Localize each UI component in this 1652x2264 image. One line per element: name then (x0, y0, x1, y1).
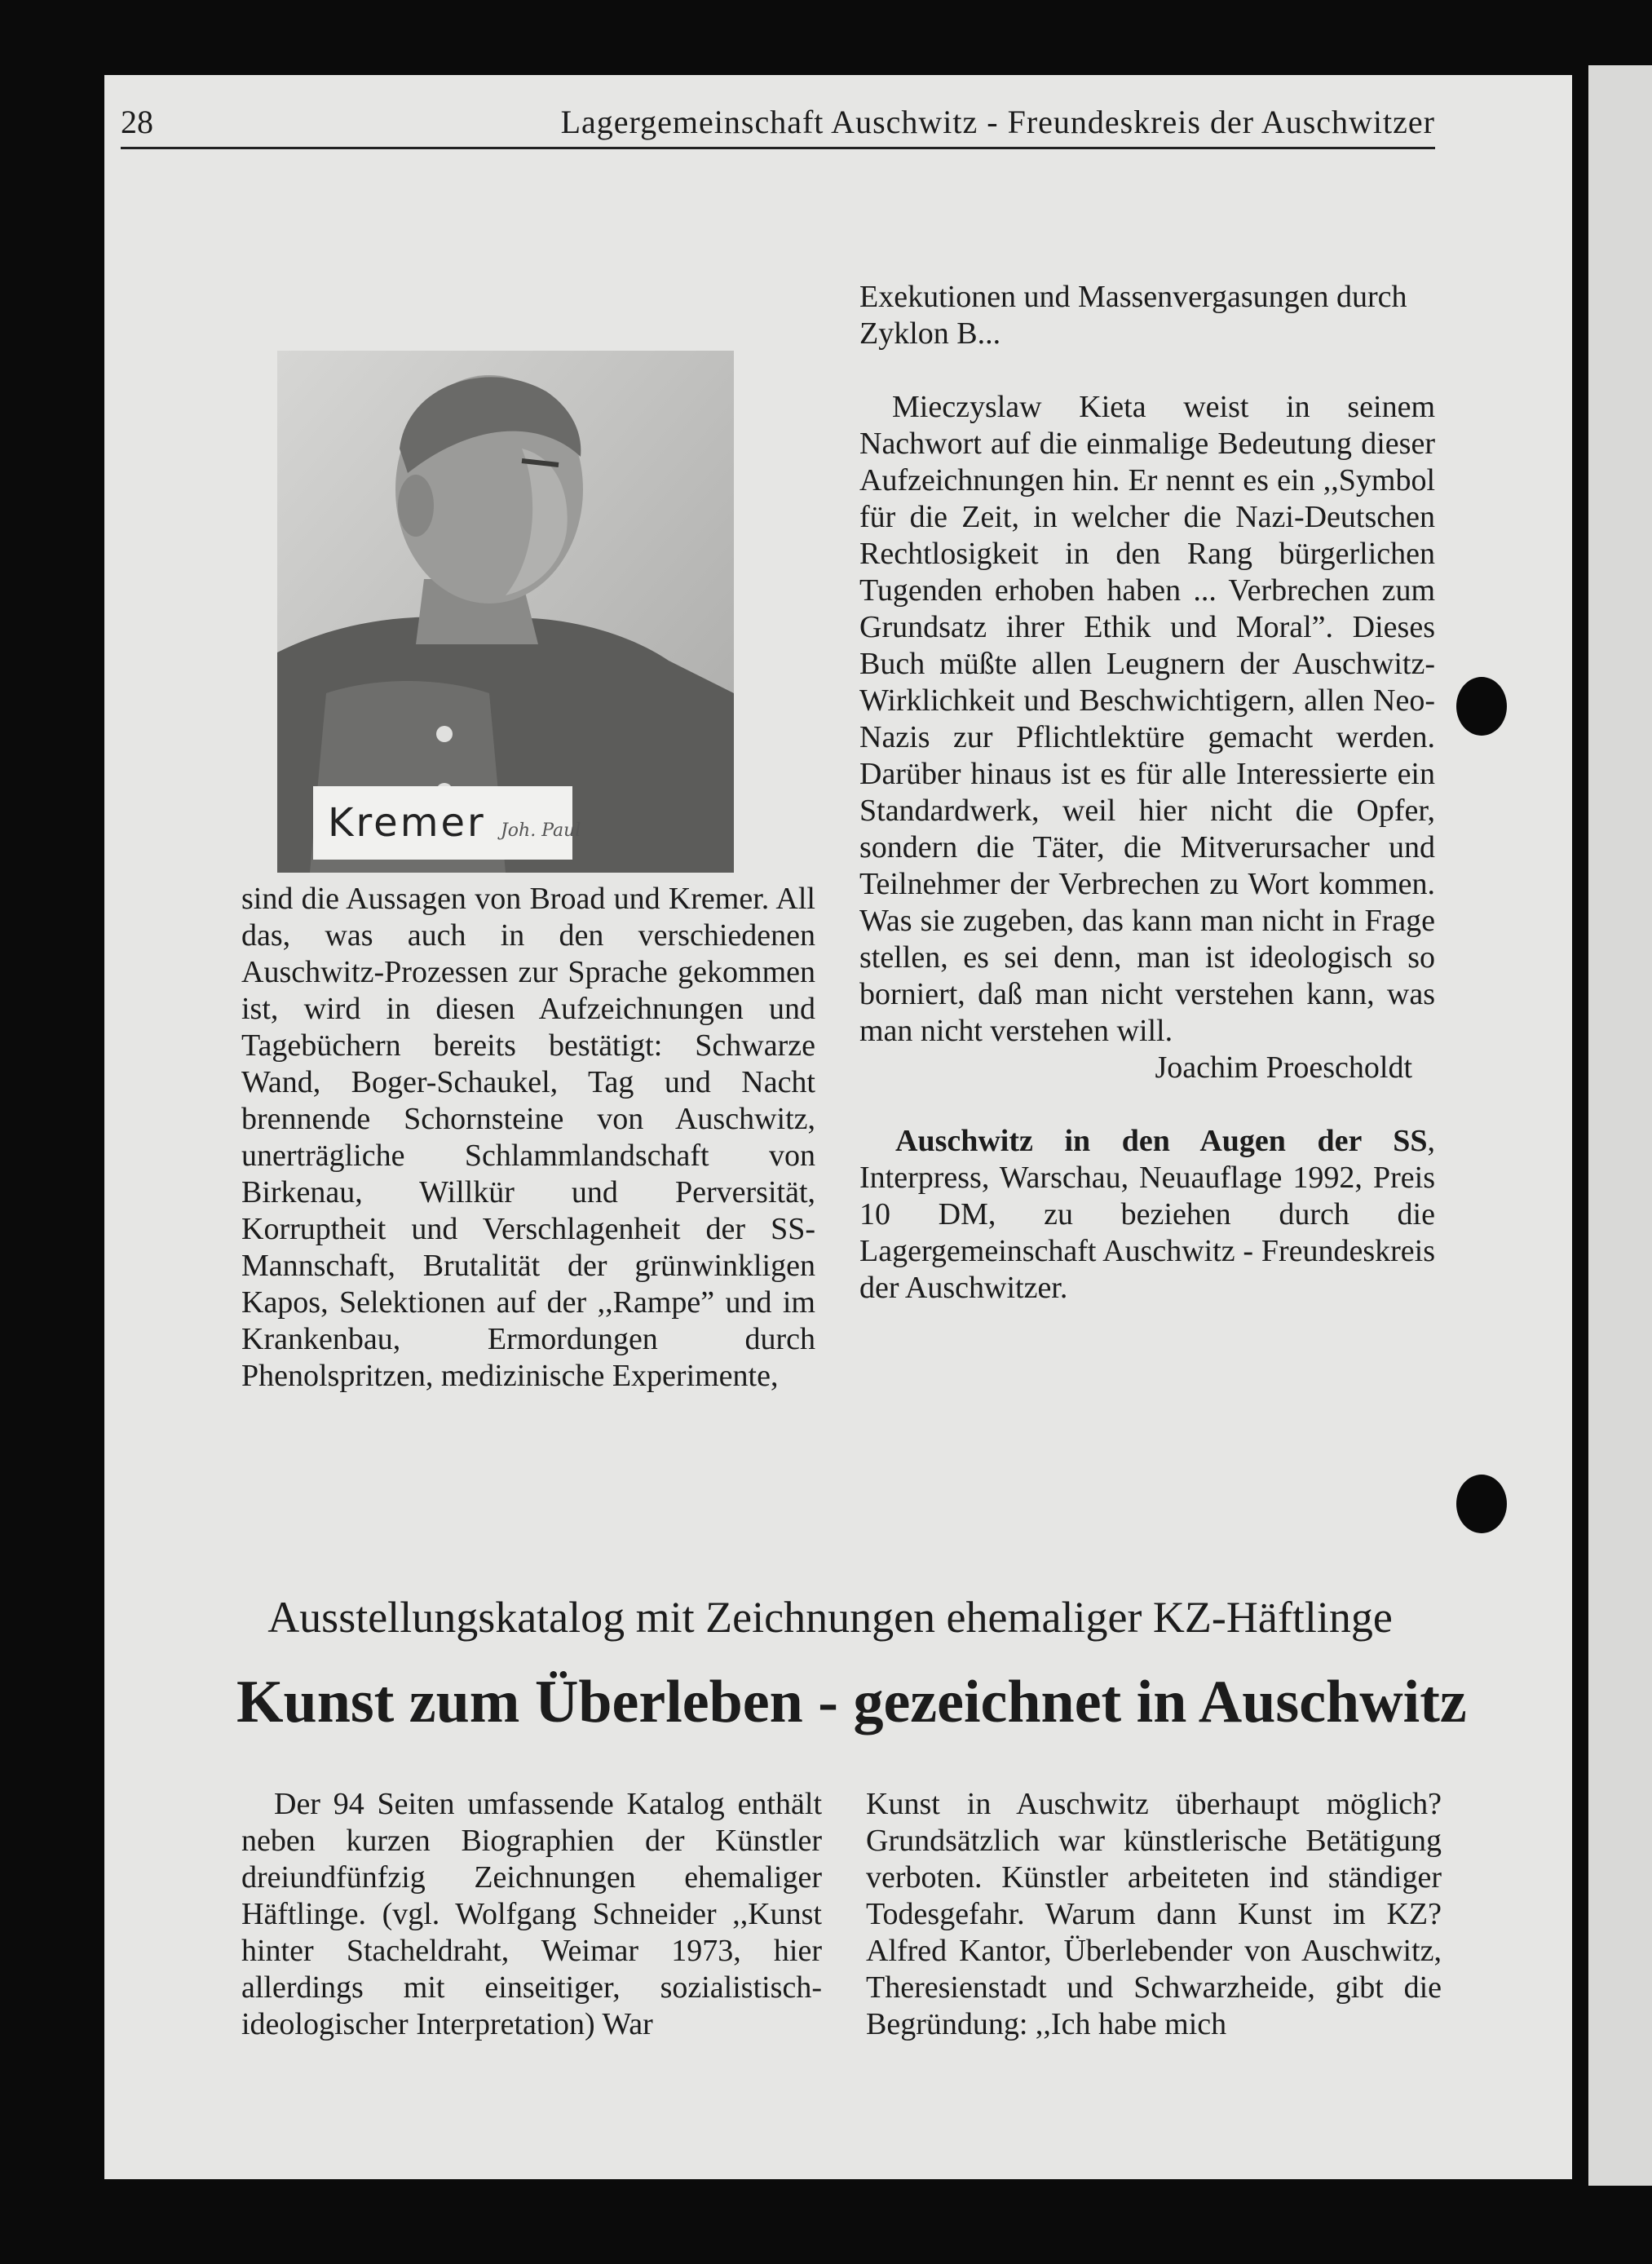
book-details: , Interpress, Warschau, Neuauflage 1992, Preis 10 DM, zu beziehen durch die Lagergemeinschaft Auschwitz - Freundeskreis der Auschwitzer. (859, 1124, 1435, 1305)
photo-caption-card (313, 786, 581, 860)
book-reference (859, 1123, 1435, 1307)
running-header (121, 98, 1435, 149)
adjacent-page-edge (1588, 65, 1652, 2186)
author-signature: Joachim Proescholdt (1155, 1050, 1412, 1085)
book-title: Auschwitz in den Augen der SS (895, 1124, 1428, 1158)
punch-hole-top (1456, 677, 1507, 736)
article1-right-column (859, 279, 1435, 1307)
article1-right-paragraph-1: Exekutionen und Massenvergasungen durch Zyklon B... (859, 280, 1407, 351)
punch-hole-bottom (1456, 1475, 1507, 1533)
article1-left-column (241, 881, 815, 1395)
article2-kicker: Ausstellungskatalog mit Zeichnungen ehemaliger KZ-Häftlinge (267, 1593, 1393, 1642)
article2-headline: Kunst zum Überleben - gezeichnet in Auschwitz (236, 1669, 1467, 1736)
caption-name: Kremer (328, 800, 486, 846)
portrait-photo (277, 351, 734, 873)
article2-right-paragraph: Kunst in Auschwitz überhaupt möglich? Grundsätzlich war künstlerische Betätigung verboten. Künstler arbeiteten ind ständiger Todesgefahr. Warum dann Kunst im KZ? Alfred Kantor, Überlebender von Auschwitz, Theresienstadt und Schwarzheide, gibt die Begründung: ,,Ich habe mich (866, 1787, 1442, 2041)
article1-right-paragraph-2: Mieczyslaw Kieta weist in seinem Nachwort auf die einmalige Bedeutung dieser Aufzeichnungen hin. Er nennt es ein ,,Symbol für die Zeit, in welcher die Nazi-Deutschen Rechtlosigkeit in den Rang bürgerlichen Tugenden erhoben haben ... Verbrechen zum Grundsatz ihrer Ethik und Moral”. Dieses Buch müßte allen Leugnern der Auschwitz-Wirklichkeit und Beschwichtigern, allen Neo-Nazis zur Pflichtlektüre gemacht werden. Darüber hinaus ist es für alle Interessierte ein Standardwerk, weil hier nicht die Opfer, sondern die Täter, die Mitverursacher und Teilnehmer der Verbrechen zu Wort kommen. Was sie zugeben, das kann man nicht in Frage stellen, es sei denn, man ist ideologisch so borniert, daß man nicht verstehen kann, was man nicht verstehen will. (859, 390, 1435, 1048)
caption-handwritten: Joh. Paul (500, 820, 581, 841)
article1-left-paragraph: sind die Aussagen von Broad und Kremer. All das, was auch in den verschiedenen Auschwitz-Prozessen zur Sprache gekommen ist, wird in diesen Aufzeichnungen und Tagebüchern bereits bestätigt: Schwarze Wand, Boger-Schaukel, Tag und Nacht brennende Schornsteine von Auschwitz, unerträgliche Schlammlandschaft von Birkenau, Willkür und Perversität, Korruptheit und Verschlagenheit der SS-Mannschaft, Brutalität der grünwinkligen Kapos, Selektionen auf der ,,Rampe” und im Krankenbau, Ermordungen durch Phenolspritzen, medizinische Experimente, (241, 882, 815, 1393)
running-title: Lagergemeinschaft Auschwitz - Freundeskreis der Auschwitzer (560, 104, 1435, 140)
article2-left-paragraph: Der 94 Seiten umfassende Katalog enthält neben kurzen Biographien der Künstler dreiundfünfzig Zeichnungen ehemaliger Häftlinge. (vgl. Wolfgang Schneider ,,Kunst hinter Stacheldraht, Weimar 1973, hier allerdings mit einseitiger, sozialistisch-ideologischer Interpretation) War (241, 1787, 822, 2041)
article2-right-column (866, 1786, 1442, 2043)
page-number: 28 (121, 104, 153, 140)
article2-left-column (241, 1786, 822, 2043)
